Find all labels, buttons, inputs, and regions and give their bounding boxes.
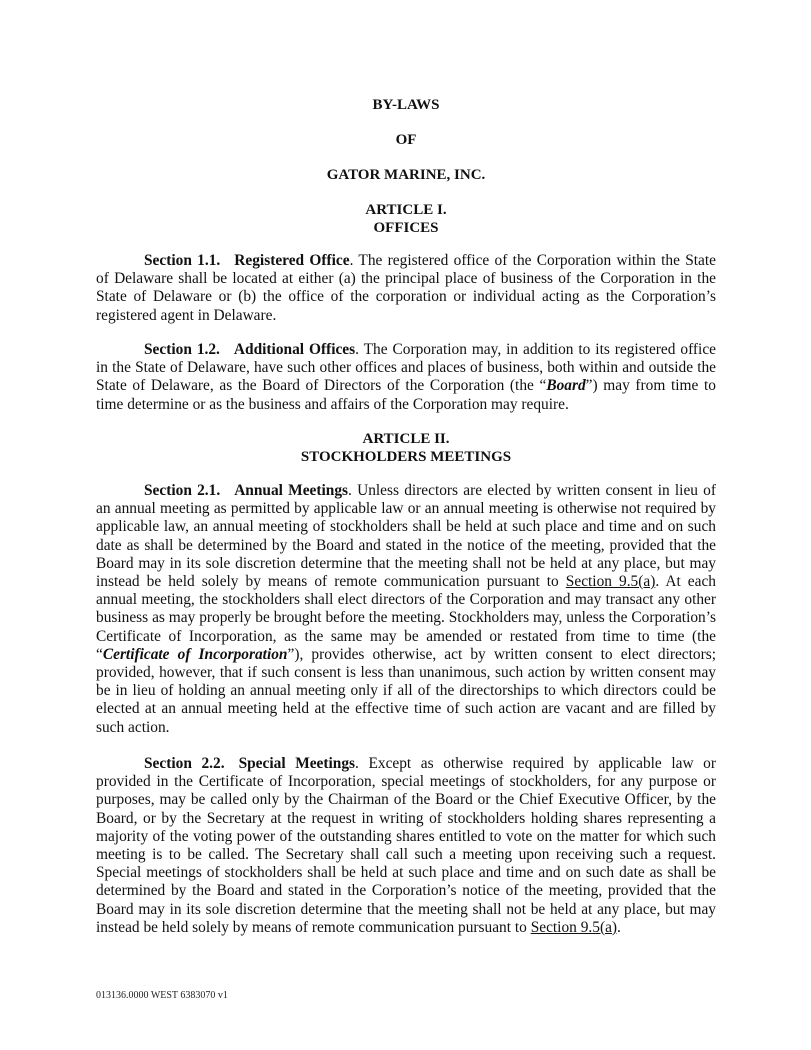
- company-name: GATOR MARINE, INC.: [326, 167, 486, 183]
- document-footer-id: 013136.0000 WEST 6383070 v1: [96, 990, 228, 1001]
- document-title: BY-LAWS: [372, 97, 440, 113]
- section-title: Additional Offices: [233, 341, 356, 358]
- section-text: . Except as otherwise required by applicable law or provided in the Certificate of Incorporation, special meetings of stockholders, for any purpose or purposes, may be called only by the Chairman of the Board or the Chief Executive Officer, by the Board, or by the Secretary at the request in writing of stockholders holding shares representing a majority of the voting power of the outstanding shares entitled to vote on the matter for which such meeting is to be called. The Secretary shall call such a meeting upon receiving such a request. Special meetings of stockholders shall be held at such place and time and on such date as shall be determined by the Board and stated in the Corporation’s notice of the meeting, provided that the Board may in its sole discretion determine that the meeting shall not be held at any place, but may instead be held solely by means of remote communication pursuant to: [96, 755, 716, 936]
- section-text: . The registered office of the Corporation within the State of Delaware shall be located at either (a) the principal place of business of the Corporation in the State of Delaware or (b) the office of the corporation or individual acting as the Corporation’s registered agent in Delaware.: [96, 252, 716, 324]
- section-reference-link[interactable]: Section 9.5(a): [530, 918, 618, 936]
- section-title: Annual Meetings: [234, 482, 349, 499]
- section-number: Section 2.2.: [144, 755, 225, 772]
- section-2-1: [96, 482, 716, 737]
- defined-term-certificate: Certificate of Incorporation: [102, 645, 288, 663]
- document-title-of: OF: [395, 132, 417, 148]
- section-text-end: ”), provides otherwise, act by written consent to elect directors; provided, however, that if such consent is less than unanimous, such action by written consent may be in lieu of holding an annual meeting only if all of the directorships to which directors could be elected at an annual meeting held at the effective time of such action are vacant and are filled by such action.: [96, 645, 716, 736]
- article-2-number: ARTICLE II.: [362, 431, 450, 447]
- section-2-2: [96, 755, 716, 937]
- defined-term-board: Board: [546, 377, 586, 395]
- section-number: Section 1.2.: [144, 341, 220, 358]
- section-reference-link[interactable]: Section 9.5(a): [565, 573, 656, 591]
- section-text: . Unless directors are elected by written consent in lieu of an annual meeting as permitted by applicable law or an annual meeting is otherwise not required by applicable law, an annual meeting of stockholders shall be held at such place and time and on such date as shall be determined by the Board and stated in the notice of the meeting, provided that the Board may in its sole discretion determine that the meeting shall not be held at any place, but may instead be held solely by means of remote communication pursuant to: [96, 482, 717, 591]
- section-text: . The Corporation may, in addition to its registered office in the State of Delaware, have such other offices and places of business, both within and outside the State of Delaware, as the Board of Directors of the Corporation (the “: [96, 341, 716, 395]
- article-2-heading: [96, 430, 716, 466]
- section-text-middle: . At each annual meeting, the stockholders shall elect directors of the Corporation and may transact any other business as may properly be brought before the meeting. Stockholders may, unless the Corporation’s Certificate of Incorporation, as the same may be amended or restated from time to time (the “: [96, 573, 716, 663]
- section-number: Section 1.1.: [144, 252, 221, 269]
- section-1-2: [96, 341, 716, 414]
- section-text-end: ”) may from time to time determine or as the business and affairs of the Corporation may require.: [96, 377, 716, 413]
- section-title: Special Meetings: [238, 755, 356, 772]
- article-1-name: OFFICES: [373, 220, 439, 236]
- article-1-number: ARTICLE I.: [365, 202, 447, 218]
- section-title: Registered Office: [234, 252, 350, 269]
- section-text-end: .: [617, 918, 621, 936]
- article-1-heading: [96, 201, 716, 237]
- article-2-name: STOCKHOLDERS MEETINGS: [300, 449, 512, 465]
- section-1-1: [96, 252, 716, 325]
- section-number: Section 2.1.: [144, 482, 221, 499]
